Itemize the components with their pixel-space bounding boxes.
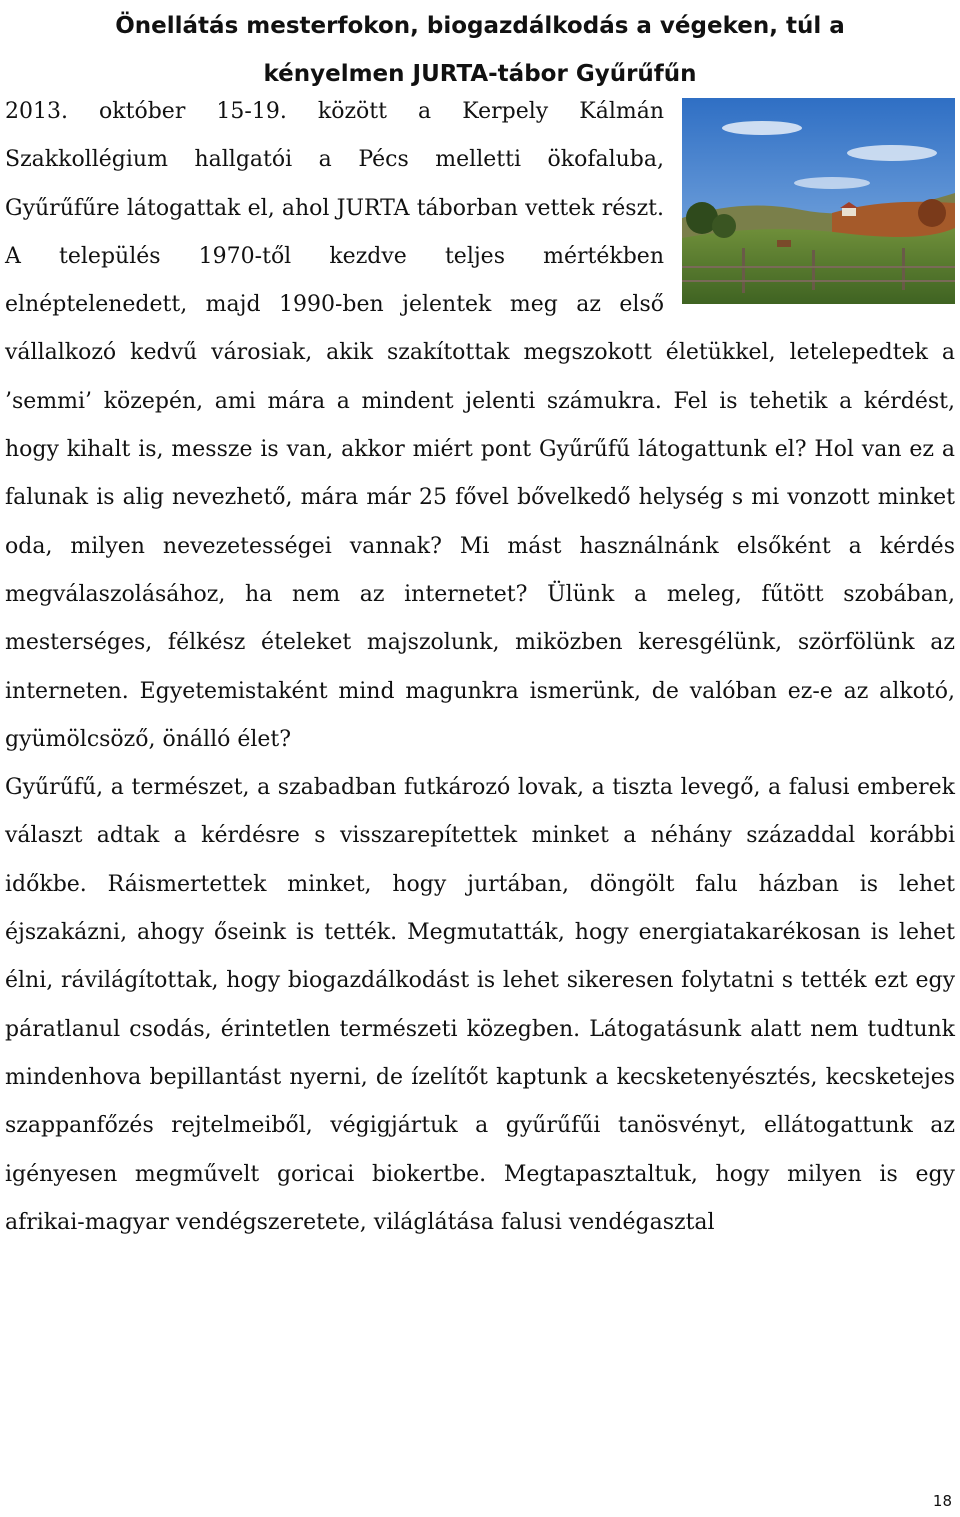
paragraph-2: Gyűrűfű, a természet, a szabadban futkározó lovak, a tiszta levegő, a falusi emberek választ adtak a kérdésre s visszarepítettek minket a néhány századdal korábbi időkbe. Ráismertettek minket, hogy jurtában, döngölt falu házban is lehet éjszakázni, ahogy őseink is tették. Megmutatták, hogy energiatakarékosan is lehet élni, rávilágítottak, hogy biogazdálkodást is lehet sikeresen folytatni s tették ezt egy páratlanul csodás, érintetlen természeti közegben. Látogatásunk alatt nem tudtunk mindenhova bepillantást nyerni, de ízelítőt kaptunk a kecsketenyésztés, kecsketejes szappanfőzés rejtelmeiből, végigjártuk a gyűrűfűi tanösvényt, ellátogattunk az igényesen megművelt goricai biokertbe. Megtapasztaltuk, hogy milyen is egy afrikai-magyar vendégszeretete, világlátása falusi vendégasztal — [5, 775, 955, 1235]
page-number: 18 — [932, 1492, 952, 1510]
article-body — [5, 88, 955, 1247]
title-line-1: Önellátás mesterfokon, biogazdálkodás a végeken, túl a — [115, 13, 845, 39]
page-title — [0, 2, 960, 98]
title-line-2: kényelmen JURTA-tábor Gyűrűfűn — [263, 61, 697, 87]
landscape-photo — [682, 98, 955, 304]
landscape-illustration — [682, 98, 955, 304]
paragraph-1: 2013. október 15-19. között a Kerpely Kálmán Szakkollégium hallgatói a Pécs melletti ökofaluba, Gyűrűfűre látogattak el, ahol JURTA táborban vettek részt. A település 1970-től kezdve teljes mértékben elnéptelenedett, majd 1990-ben jelentek meg az első vállalkozó kedvű városiak, akik szakítottak megszokott életükkel, letelepedtek a ’semmi’ közepén, ami mára a mindent jelenti számukra. Fel is tehetik a kérdést, hogy kihalt is, messze is van, akkor miért pont Gyűrűfű látogattunk el? Hol van ez a falunak is alig nevezhető, mára már 25 fővel bővelkedő helység s mi vonzott minket oda, milyen nevezetességei vannak? Mi mást használnánk elsőként a kérdés megválaszolásához, ha nem az internetet? Ülünk a meleg, fűtött szobában, mesterséges, félkész ételeket majszolunk, miközben keresgélünk, szörfölünk az interneten. Egyetemistaként mind magunkra ismerünk, de valóban ez-e az alkotó, gyümölcsöző, önálló élet? — [5, 99, 955, 752]
